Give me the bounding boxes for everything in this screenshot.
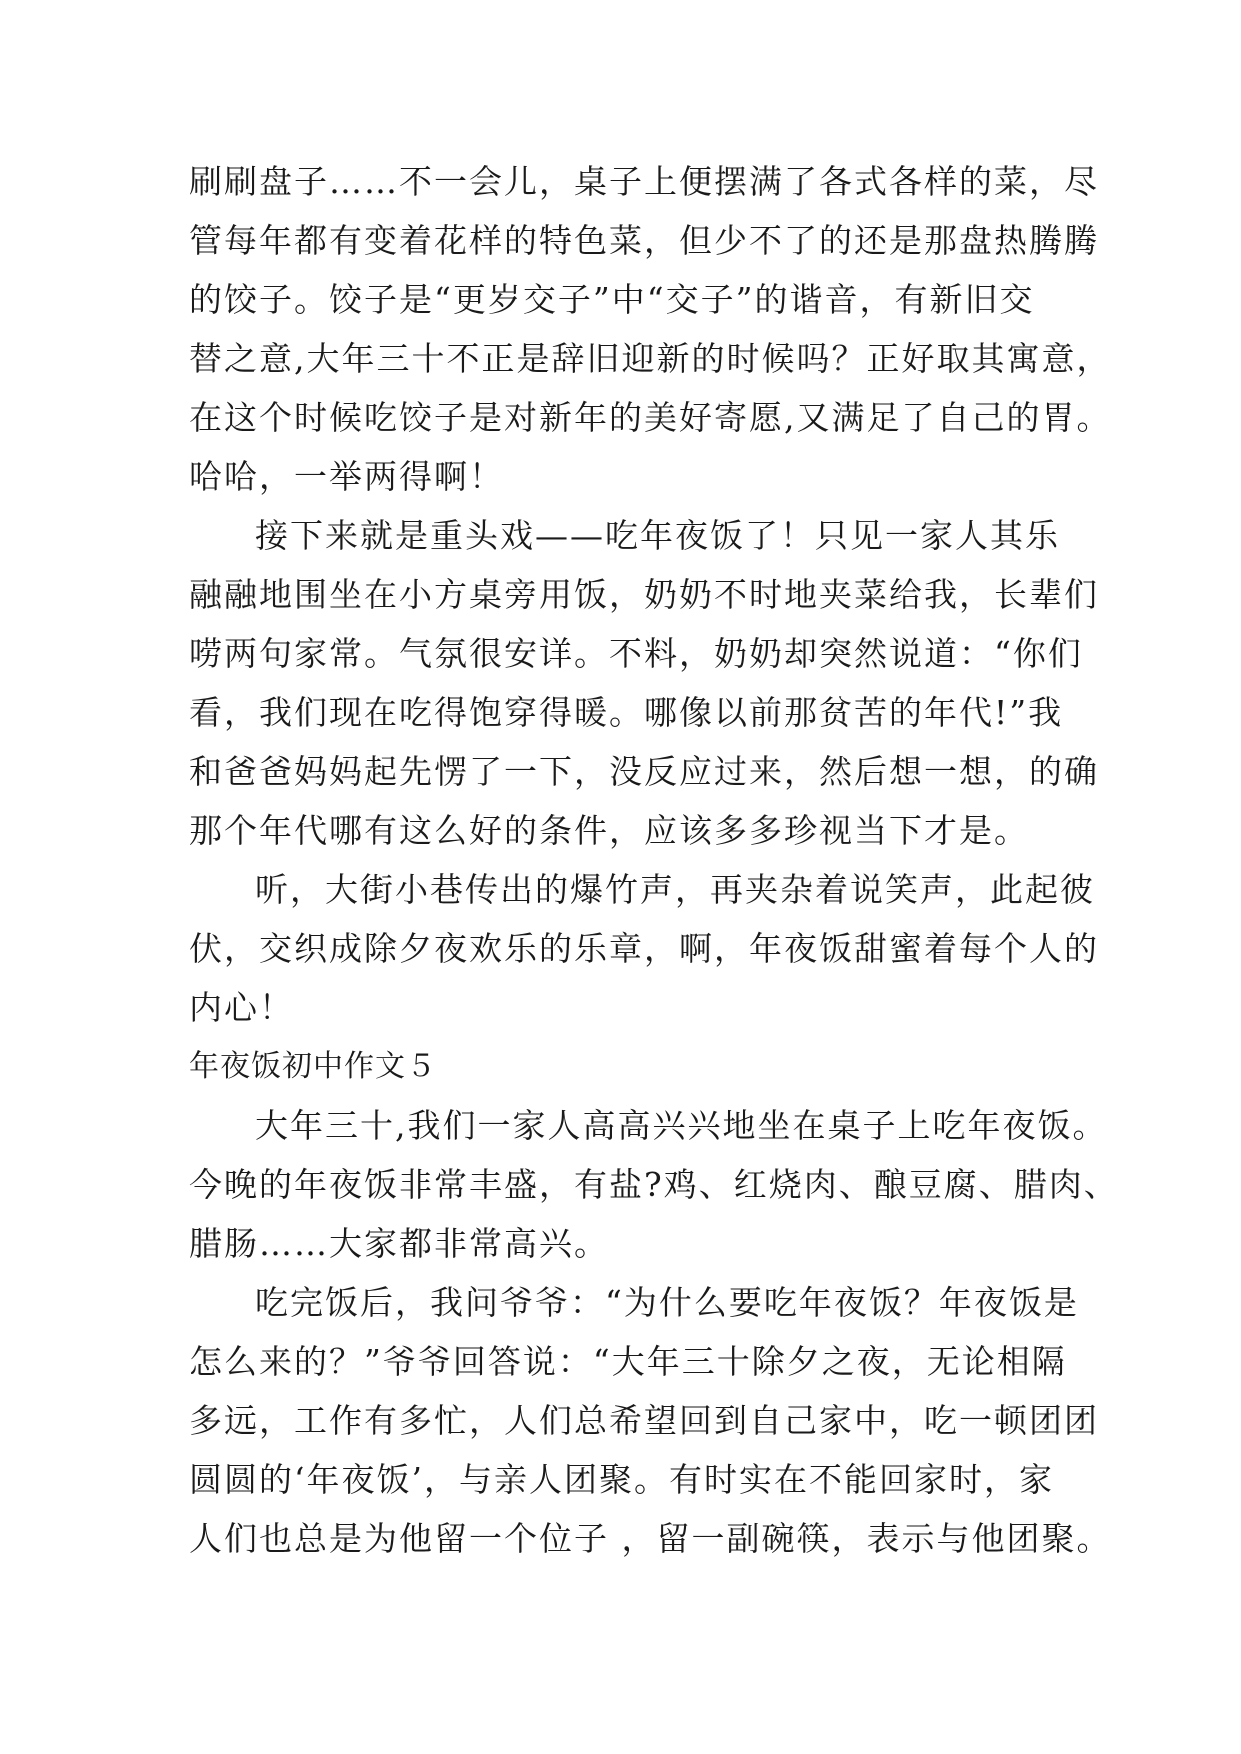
text-line: 和爸爸妈妈起先愣了一下，没反应过来，然后想一想，的确	[189, 752, 1099, 791]
paragraph-first-line: 听，大街小巷传出的爆竹声，再夹杂着说笑声，此起彼	[255, 870, 1095, 909]
text-line: 在这个时候吃饺子是对新年的美好寄愿,又满足了自己的胃。	[189, 398, 1112, 437]
text-line: 唠两句家常。气氛很安详。不料，奶奶却突然说道：“你们	[189, 634, 1083, 673]
text-line: 融融地围坐在小方桌旁用饭，奶奶不时地夹菜给我，长辈们	[189, 575, 1099, 614]
text-line: 看，我们现在吃得饱穿得暖。哪像以前那贫苦的年代!”我	[189, 693, 1064, 732]
text-line: 管每年都有变着花样的特色菜，但少不了的还是那盘热腾腾	[189, 221, 1099, 260]
text-line: 的饺子。饺子是“更岁交子”中“交子”的谐音，有新旧交	[189, 280, 1035, 319]
paragraph-first-line: 大年三十,我们一家人高高兴兴地坐在桌子上吃年夜饭。	[255, 1106, 1108, 1145]
text-line: 怎么来的？”爷爷回答说：“大年三十除夕之夜，无论相隔	[189, 1342, 1067, 1381]
text-line: 刷刷盘子……不一会儿，桌子上便摆满了各式各样的菜，尽	[189, 162, 1099, 201]
text-line: 圆圆的‘年夜饭’，与亲人团聚。有时实在不能回家时，家	[189, 1460, 1054, 1499]
text-line: 哈哈，一举两得啊！	[189, 457, 504, 496]
text-line: 那个年代哪有这么好的条件，应该多多珍视当下才是。	[189, 811, 1029, 850]
section-heading: 年夜饭初中作文５	[189, 1049, 437, 1084]
text-line: 人们也总是为他留一个位子 ，留一副碗筷，表示与他团聚。	[189, 1519, 1112, 1558]
text-line: 替之意,大年三十不正是辞旧迎新的时候吗？正好取其寓意，	[189, 339, 1112, 378]
paragraph-first-line: 吃完饭后，我问爷爷：“为什么要吃年夜饭？年夜饭是	[255, 1283, 1079, 1322]
text-line: 多远，工作有多忙，人们总希望回到自己家中，吃一顿团团	[189, 1401, 1099, 1440]
text-line: 腊肠……大家都非常高兴。	[189, 1224, 609, 1263]
text-line: 内心！	[189, 988, 294, 1027]
text-line: 今晚的年夜饭非常丰盛，有盐?鸡、红烧肉、酿豆腐、腊肉、	[189, 1165, 1119, 1204]
document-body	[189, 152, 1119, 1568]
paragraph-first-line: 接下来就是重头戏——吃年夜饭了！只见一家人其乐	[255, 516, 1060, 555]
text-line: 伏，交织成除夕夜欢乐的乐章，啊，年夜饭甜蜜着每个人的	[189, 929, 1099, 968]
